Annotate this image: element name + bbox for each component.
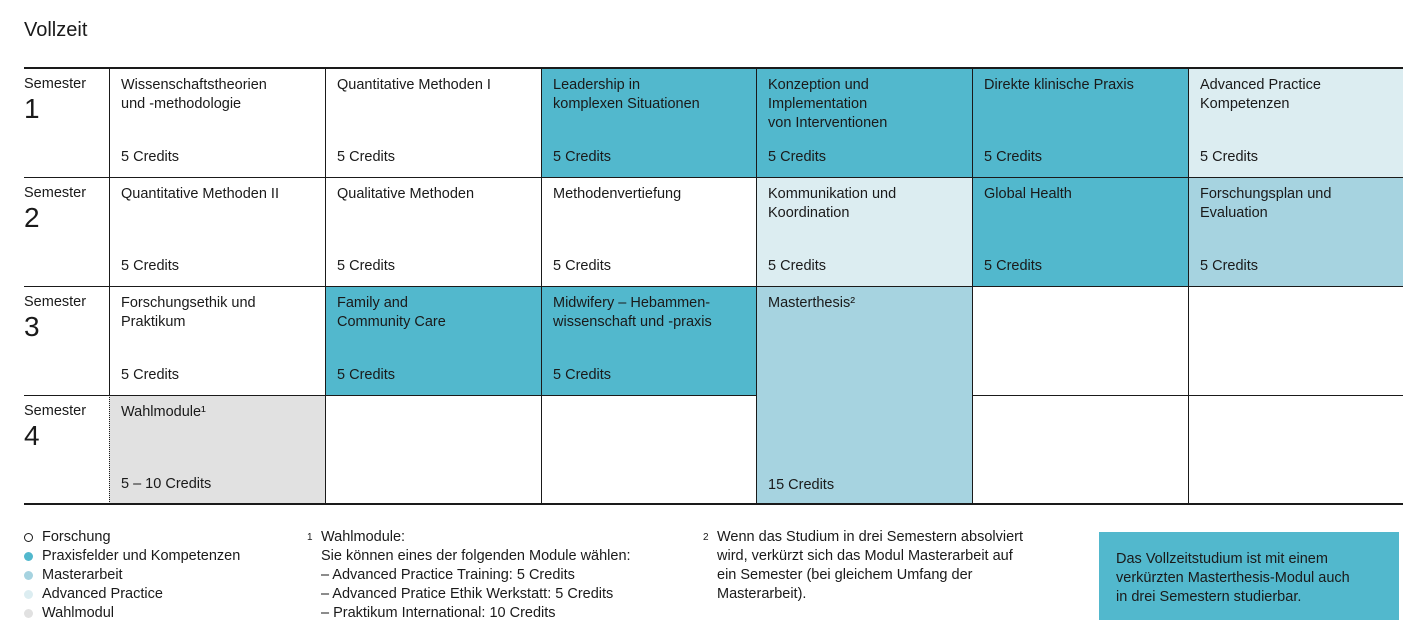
legend [24,528,240,623]
module-cell [972,68,1188,177]
page-title: Vollzeit [24,19,88,41]
module-cell [756,177,972,286]
legend-item [24,566,240,585]
footnote-1 [307,528,631,623]
legend-label: Masterarbeit [42,567,123,583]
module-cell [109,177,325,286]
legend-dot-icon [24,609,33,618]
module-cell [1188,68,1403,177]
row-divider [24,503,1403,505]
module-title: Kommunikation und Koordination [768,186,897,221]
module-cell [541,286,756,395]
module-title: Family and Community Care [337,295,446,330]
module-credits: 5 Credits [121,367,180,383]
footnote-mark: 2 [703,532,709,543]
footnote-line: Wahlmodule: [321,529,406,545]
module-cell [1188,177,1403,286]
empty-cell [541,395,756,504]
legend-label: Forschung [42,529,111,545]
module-title: Forschungsethik und Praktikum [121,295,256,330]
legend-dot-icon [24,533,33,542]
module-title: Wissenschaftstheorien und -methodologie [121,77,267,112]
module-title: Forschungsplan und Evaluation [1200,186,1332,221]
legend-dot-icon [24,571,33,580]
info-box: Das Vollzeitstudium ist mit einem verkürzten Masterthesis-Modul auch in drei Semestern studierbar. [1099,532,1399,620]
module-cell [325,286,541,395]
module-credits: 15 Credits [768,477,835,493]
legend-dot-icon [24,590,33,599]
module-credits: 5 Credits [1200,149,1259,165]
semester-number: 3 [24,311,40,342]
semester-label-1 [24,68,109,125]
row-divider [24,67,1403,69]
empty-cell [325,395,541,504]
module-cell-masterthesis [756,286,972,504]
legend-item [24,604,240,623]
module-credits: 5 Credits [768,149,827,165]
semester-number: 4 [24,420,40,451]
module-cell [325,68,541,177]
module-cell [541,177,756,286]
row-divider [24,177,1403,178]
module-cell [109,286,325,395]
module-cell [541,68,756,177]
row-divider [24,395,756,396]
semester-label-2 [24,177,109,234]
module-title: Direkte klinische Praxis [984,77,1134,93]
legend-label: Praxisfelder und Kompetenzen [42,548,241,564]
module-cell [109,68,325,177]
module-credits: 5 Credits [121,258,180,274]
empty-cell [1188,395,1403,504]
module-credits: 5 Credits [553,258,612,274]
module-credits: 5 Credits [337,367,396,383]
footnote-line: Sie können eines der folgenden Module wählen: [321,548,631,564]
module-title: Wahlmodule¹ [121,404,206,420]
module-credits: 5 Credits [553,367,612,383]
semester-number: 1 [24,93,40,124]
module-credits: 5 Credits [121,149,180,165]
footnote-line: – Praktikum International: 10 Credits [321,605,556,621]
module-credits: 5 – 10 Credits [121,476,212,492]
module-credits: 5 Credits [768,258,827,274]
module-title: Midwifery – Hebammen- wissenschaft und -praxis [553,295,712,330]
empty-cell [972,395,1188,504]
empty-cell [1188,286,1403,395]
module-cell-elective [109,395,325,504]
module-credits: 5 Credits [984,149,1043,165]
module-credits: 5 Credits [337,149,396,165]
module-cell [972,177,1188,286]
module-title: Masterthesis² [768,295,856,311]
semester-word: Semester [24,76,87,92]
footnote-mark: 1 [307,532,313,543]
module-title: Konzeption und Implementation von Interventionen [768,77,888,131]
module-cell [756,68,972,177]
semester-number: 2 [24,202,40,233]
footnote-line: – Advanced Practice Training: 5 Credits [321,567,575,583]
semester-label-4 [24,395,109,452]
semester-label-3 [24,286,109,343]
module-cell [325,177,541,286]
module-credits: 5 Credits [1200,258,1259,274]
module-title: Methodenvertiefung [553,186,682,202]
row-divider [972,395,1403,396]
module-title: Leadership in komplexen Situationen [553,77,700,112]
module-credits: 5 Credits [337,258,396,274]
module-title: Quantitative Methoden I [337,77,491,93]
footnote-line: – Advanced Pratice Ethik Werkstatt: 5 Credits [321,586,614,602]
legend-item [24,528,240,547]
footnote-2 [703,528,1023,604]
legend-dot-icon [24,552,33,561]
module-title: Advanced Practice Kompetenzen [1200,77,1321,112]
semester-word: Semester [24,294,87,310]
module-title: Qualitative Methoden [337,186,475,202]
legend-label: Advanced Practice [42,586,163,602]
module-credits: 5 Credits [984,258,1043,274]
semester-word: Semester [24,185,87,201]
semester-word: Semester [24,403,87,419]
footnote-text: Wenn das Studium in drei Semestern absolviert wird, verkürzt sich das Modul Masterarbeit auf ein Semester (bei gleichem Umfang der Masterarbeit). [717,529,1023,602]
empty-cell [972,286,1188,395]
legend-item [24,547,240,566]
module-credits: 5 Credits [553,149,612,165]
legend-item [24,585,240,604]
row-divider [24,286,1403,287]
module-title: Global Health [984,186,1072,202]
module-title: Quantitative Methoden II [121,186,279,202]
legend-label: Wahlmodul [42,605,114,621]
